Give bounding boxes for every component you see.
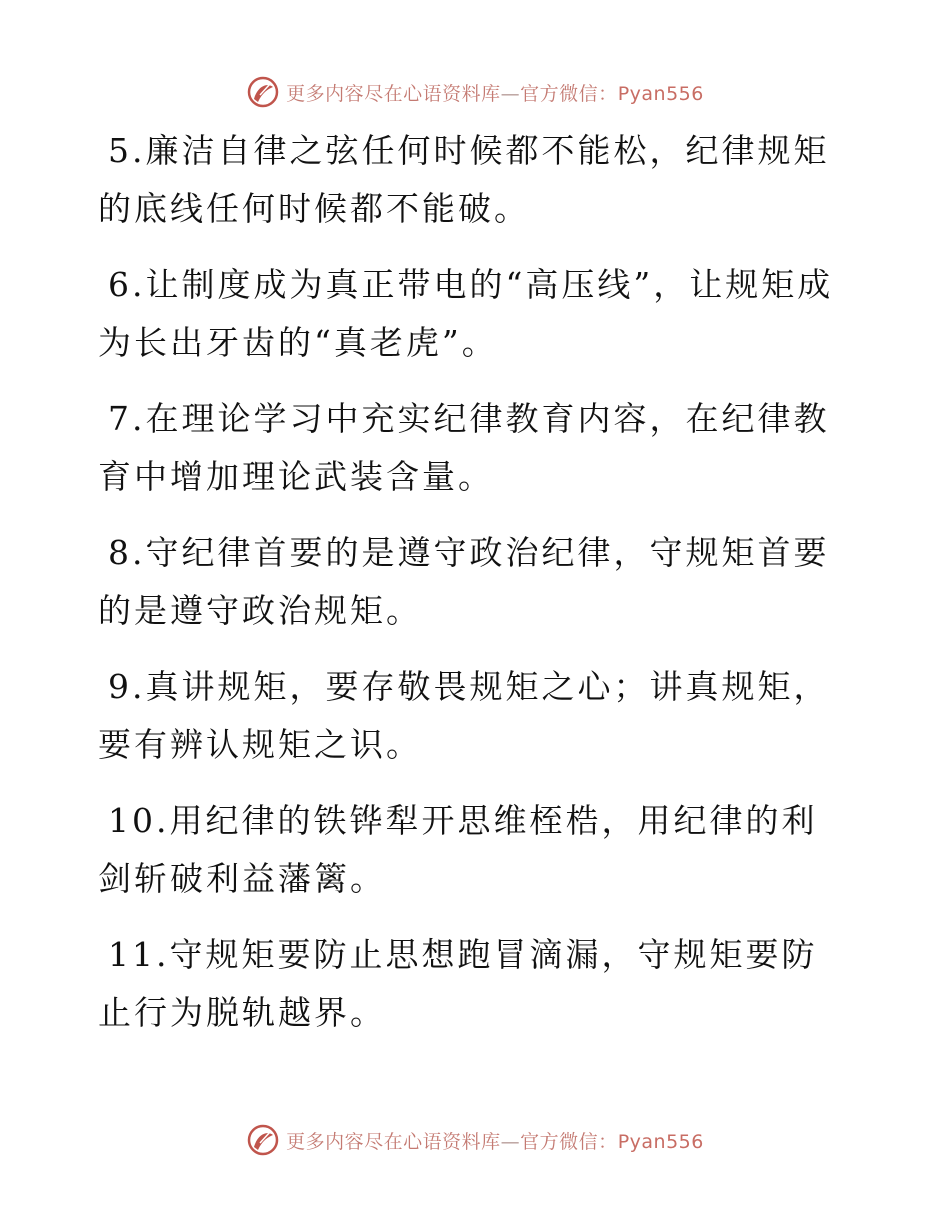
watermark-id: Pyan556 (617, 1130, 704, 1153)
header-watermark (0, 70, 950, 114)
watermark-text (286, 1127, 704, 1154)
watermark-dash: — (500, 1130, 521, 1153)
list-item: 8.守纪律首要的是遵守政治纪律，守规矩首要的是遵守政治规矩。 (98, 533, 830, 630)
watermark-text (286, 79, 704, 106)
watermark-official: 官方微信： (520, 1130, 618, 1153)
watermark-official: 官方微信： (520, 82, 618, 105)
list-item: 10.用纪律的铁铧犁开思维桎梏，用纪律的利剑斩破利益藩篱。 (98, 801, 818, 898)
watermark-dash: — (500, 82, 521, 105)
list-item: 11.守规矩要防止思想跑冒滴漏，守规矩要防止行为脱轨越界。 (98, 935, 818, 1032)
seal-logo-icon (246, 1123, 280, 1157)
list-item: 7.在理论学习中充实纪律教育内容，在纪律教育中增加理论武装含量。 (98, 399, 830, 496)
footer-watermark (0, 1118, 950, 1162)
watermark-id: Pyan556 (617, 82, 704, 105)
seal-logo-icon (246, 75, 280, 109)
list-item: 6.让制度成为真正带电的“高压线”，让规矩成为长出牙齿的“真老虎”。 (98, 265, 834, 362)
list-item: 9.真讲规矩，要存敬畏规矩之心；讲真规矩，要有辨认规矩之识。 (98, 667, 830, 764)
watermark-main: 更多内容尽在心语资料库 (286, 82, 501, 105)
document-body (98, 122, 838, 1060)
watermark-main: 更多内容尽在心语资料库 (286, 1130, 501, 1153)
list-item: 5.廉洁自律之弦任何时候都不能松，纪律规矩的底线任何时候都不能破。 (98, 131, 830, 228)
